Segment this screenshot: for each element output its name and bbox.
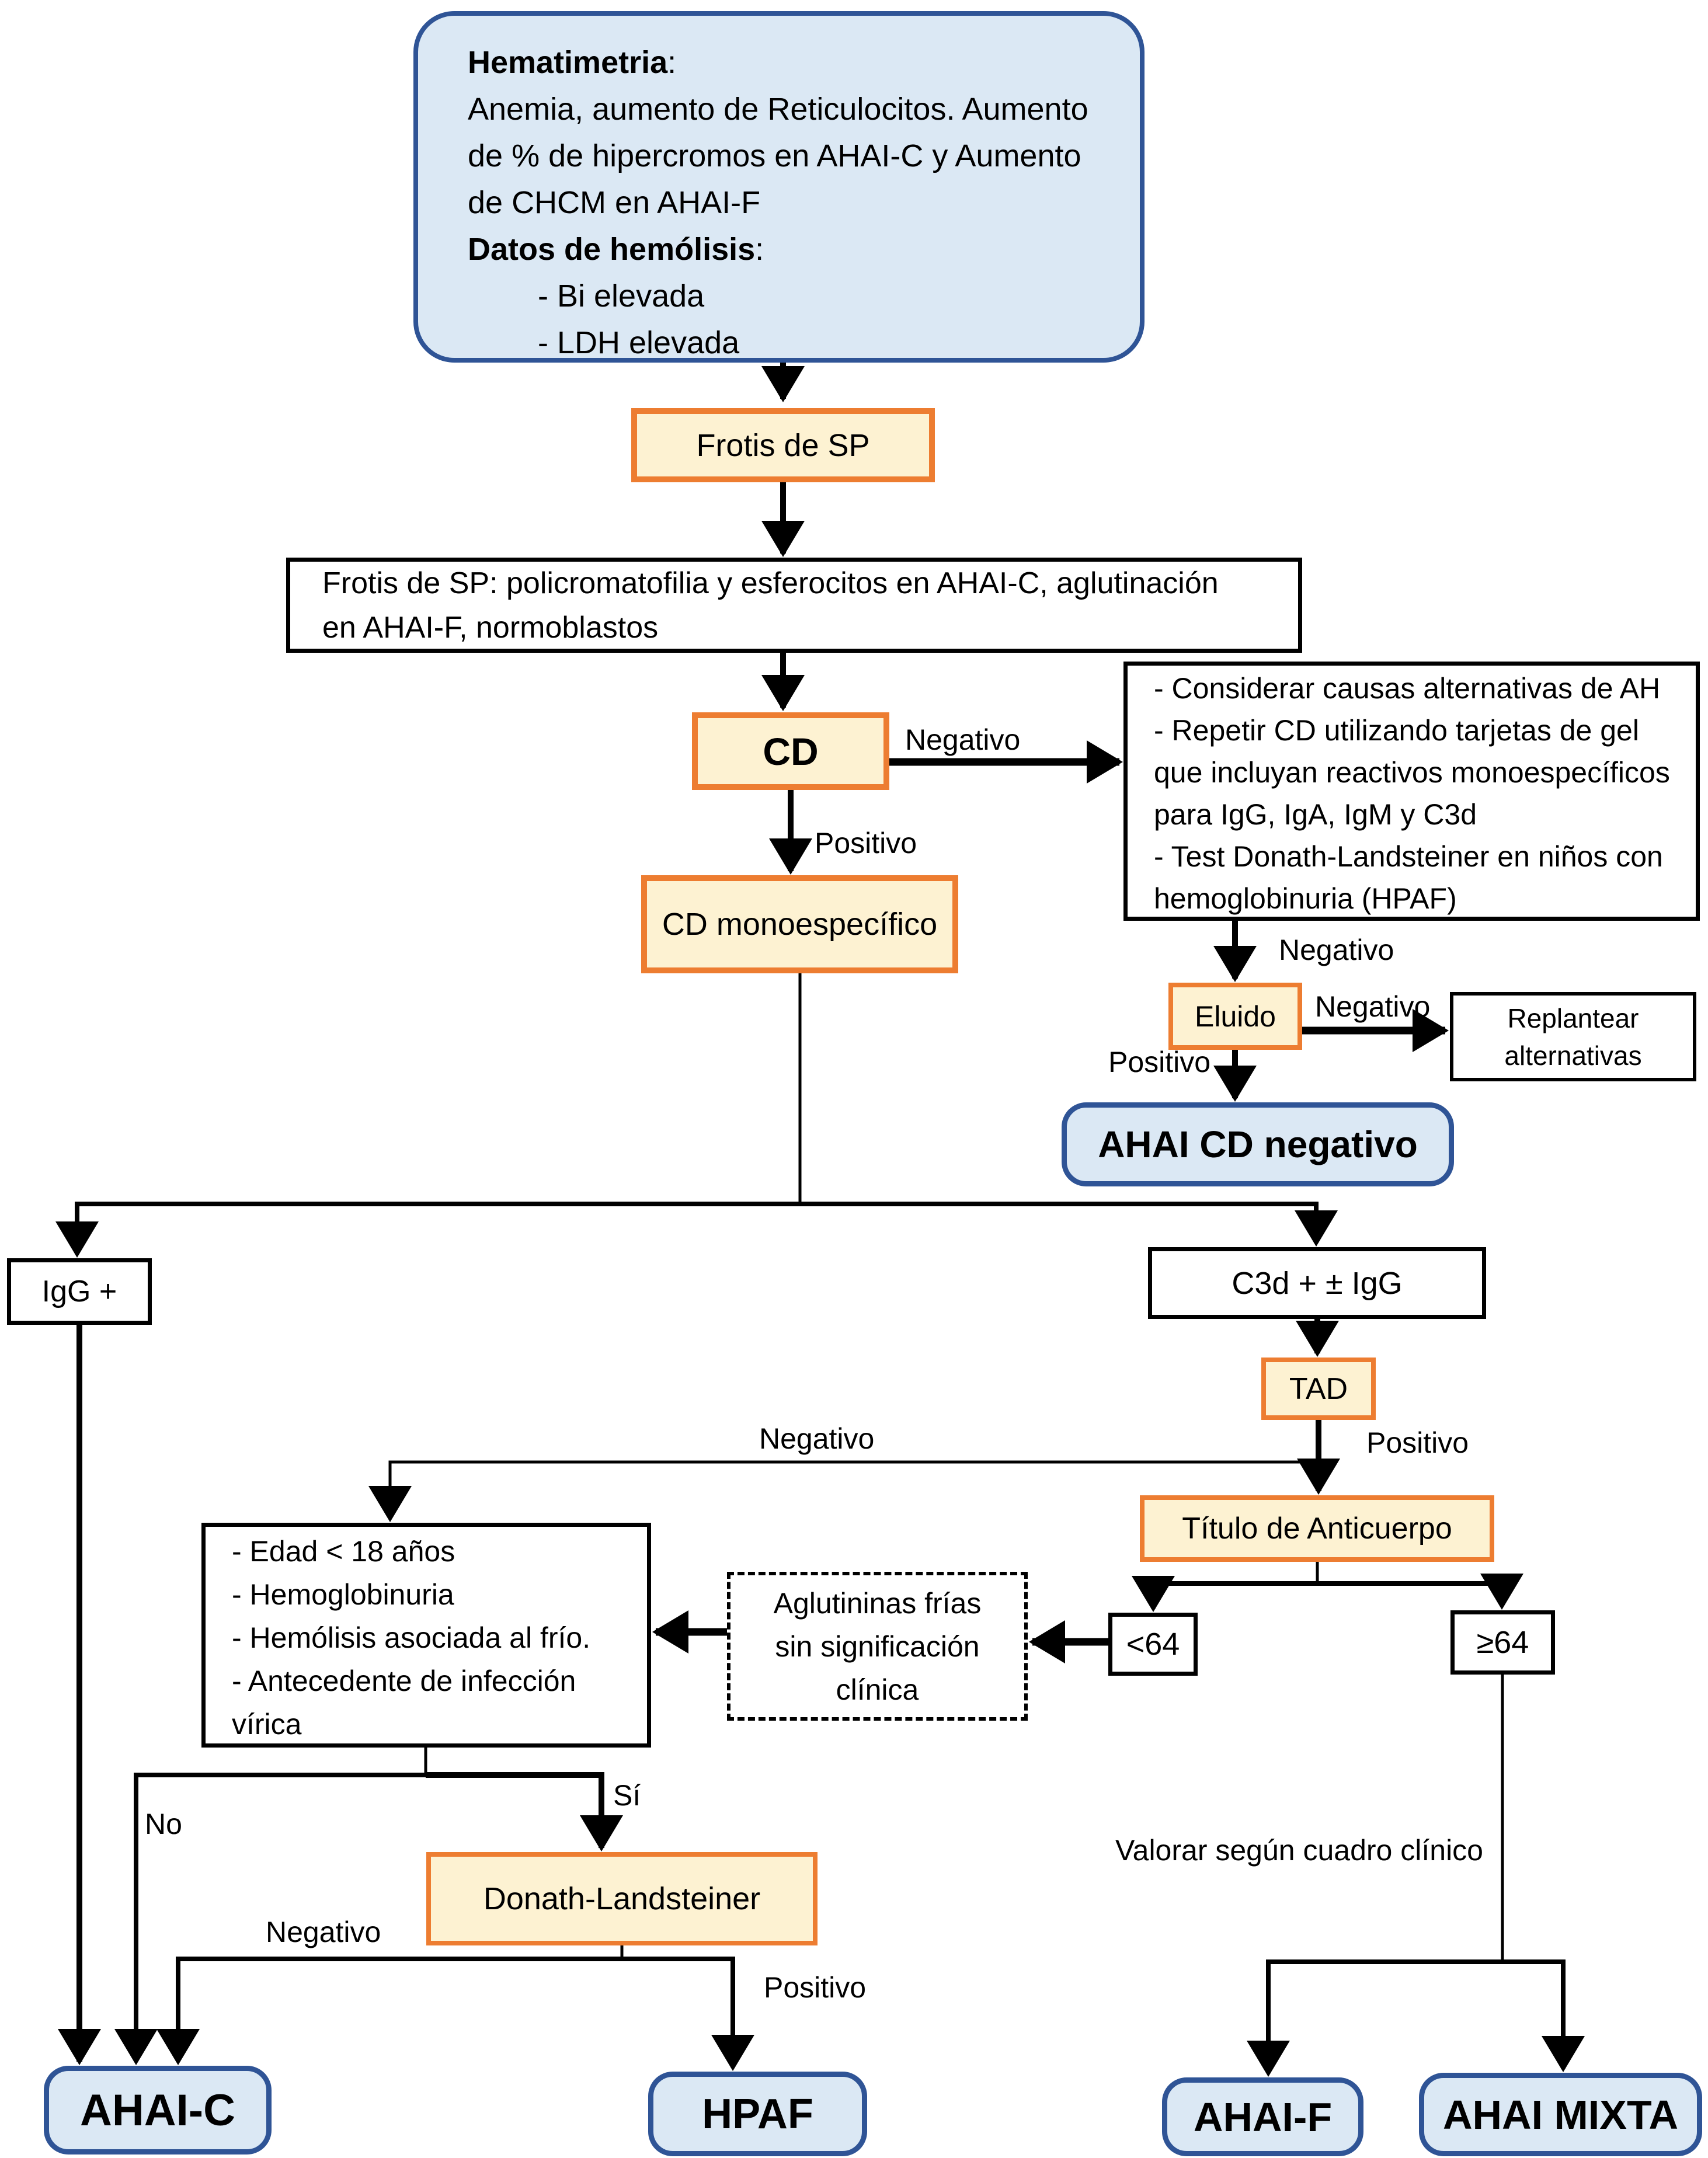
node-label: AHAI-C [80,2085,235,2135]
node-igg-positivo [7,1258,152,1325]
edge-label-tad-positivo: Positivo [1366,1426,1469,1459]
node-label: Eluido [1195,1000,1276,1033]
text-line: clínica [836,1673,919,1706]
edge-label-donath-negativo: Negativo [266,1916,381,1948]
node-label: C3d + ± IgG [1232,1265,1403,1301]
node-cd-alternativas [1123,662,1700,921]
node-label: ≥64 [1476,1625,1529,1660]
edge-label-eluido-positivo: Positivo [1108,1046,1211,1078]
text-line: de CHCM en AHAI-F [468,185,761,220]
text-line: Anemia, aumento de Reticulocitos. Aumento [468,92,1088,127]
edge-label-alternativas-negativo: Negativo [1279,934,1394,966]
text-line: - LDH elevada [538,325,740,360]
node-donath-landsteiner [426,1852,818,1945]
text-line: - Bi elevada [538,279,705,314]
edge-label-donath-positivo: Positivo [764,1971,867,2004]
node-cd-monoespecifico [641,875,958,973]
hematimetria-title: Hematimetria: [468,45,677,80]
text-line: hemoglobinuria (HPAF) [1154,882,1457,915]
hematimetria-subtitle: Datos de hemólisis: [468,232,764,267]
node-label: TAD [1289,1372,1348,1406]
text-line: en AHAI-F, normoblastos [322,610,659,645]
node-hematimetria [413,11,1145,363]
node-label: <64 [1126,1627,1180,1662]
text-line: de % de hipercromos en AHAI-C y Aumento [468,138,1081,173]
text-line: Replantear [1507,1003,1639,1033]
node-label: AHAI CD negativo [1098,1123,1418,1165]
node-label: Frotis de SP [696,427,870,463]
text-line: Frotis de SP: policromatofilia y esferocitos en AHAI-C, aglutinación [322,566,1219,600]
edge-label-cd-positivo: Positivo [815,827,917,859]
node-label: AHAI-F [1193,2094,1333,2140]
node-label: AHAI MIXTA [1442,2091,1679,2138]
edge-label-eluido-negativo: Negativo [1315,990,1431,1023]
node-ahai-c [44,2066,272,2154]
node-cd [692,712,889,790]
text-line: - Test Donath-Landsteiner en niños con [1154,840,1663,873]
edge-label-criterios-si: Sí [613,1779,641,1812]
text-line: para IgG, IgA, IgM y C3d [1154,798,1477,831]
node-eluido [1168,983,1302,1050]
text-line: vírica [232,1707,302,1741]
node-label: Donath-Landsteiner [483,1881,761,1916]
node-label: HPAF [702,2090,813,2138]
node-titulo-anticuerpo [1140,1495,1494,1562]
text-line: que incluyan reactivos monoespecíficos [1154,756,1670,789]
edge-label-cd-negativo: Negativo [905,723,1021,756]
text-line: - Antecedente de infección [232,1664,576,1697]
node-criterios-hpaf [201,1523,651,1748]
text-line: - Considerar causas alternativas de AH [1154,672,1661,705]
node-frotis-de-sp [631,408,935,482]
text-line: alternativas [1504,1040,1642,1071]
text-line: - Edad < 18 años [232,1534,455,1568]
text-line: sin significación [775,1630,980,1663]
node-frotis-result [286,558,1302,653]
node-ahai-cd-negativo [1062,1102,1454,1186]
node-label: Título de Anticuerpo [1182,1512,1452,1546]
node-hpaf [648,2072,867,2156]
edge-label-tad-negativo: Negativo [759,1422,875,1455]
node-label: CD monoespecífico [662,907,938,942]
node-ahai-mixta [1419,2073,1702,2156]
text-line: Aglutininas frías [773,1586,982,1620]
text-line: - Hemólisis asociada al frío. [232,1621,591,1654]
node-c3d [1148,1247,1486,1319]
node-label: IgG + [41,1275,117,1308]
node-titulo-menor-64 [1108,1613,1198,1676]
node-aglutininas-frias [727,1572,1028,1721]
node-ahai-f [1162,2077,1363,2156]
text-line: - Hemoglobinuria [232,1578,454,1611]
text-line: - Repetir CD utilizando tarjetas de gel [1154,714,1639,747]
node-tad [1261,1358,1376,1420]
valorar-note: Valorar según cuadro clínico [1115,1834,1483,1867]
node-replantear-alternativas [1450,992,1696,1081]
node-label: CD [763,729,819,773]
node-titulo-mayor-igual-64 [1450,1610,1555,1675]
edge-label-criterios-no: No [145,1808,182,1840]
